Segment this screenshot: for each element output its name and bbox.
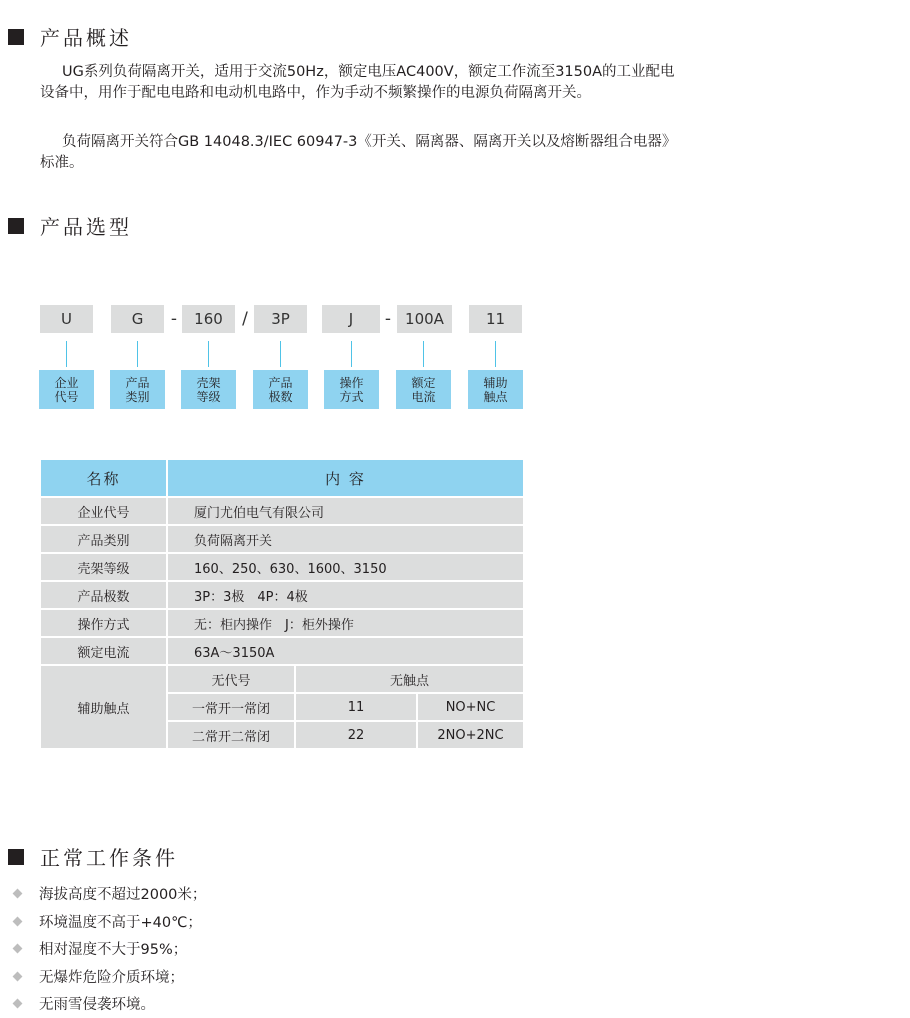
label-line: 类别 — [125, 389, 150, 404]
code-part-frame: 160 — [182, 305, 235, 333]
table-row-aux — [40, 665, 524, 693]
section-header-overview — [8, 22, 132, 51]
diamond-bullet-icon — [13, 999, 23, 1009]
aux-cell: NO+NC — [417, 693, 524, 721]
table-row — [40, 497, 524, 525]
code-part-poles: 3P — [254, 305, 307, 333]
code-part-company: U — [40, 305, 93, 333]
code-separator: / — [242, 309, 248, 329]
aux-cell: 二常开二常闭 — [167, 721, 295, 749]
code-label-category — [110, 370, 165, 409]
code-label-current — [396, 370, 451, 409]
code-part-category: G — [111, 305, 164, 333]
spec-table — [39, 458, 525, 750]
table-row — [40, 553, 524, 581]
row-name: 操作方式 — [40, 609, 167, 637]
row-value: 3P：3极 4P：4极 — [167, 581, 524, 609]
section-header-conditions — [8, 842, 178, 871]
table-header-row — [40, 459, 524, 497]
header-name: 名称 — [40, 459, 167, 497]
condition-text: 海拔高度不超过2000米； — [39, 887, 207, 904]
section-title: 产品选型 — [40, 215, 132, 239]
list-item — [10, 908, 206, 936]
row-name: 额定电流 — [40, 637, 167, 665]
label-line: 触点 — [483, 389, 508, 404]
overview-paragraph-2 — [40, 132, 680, 174]
row-value: 负荷隔离开关 — [167, 525, 524, 553]
label-line: 企业 — [54, 375, 79, 390]
overview-paragraph-1 — [40, 62, 680, 104]
row-value: 63A～3150A — [167, 637, 524, 665]
aux-cell: 2NO+2NC — [417, 721, 524, 749]
aux-cell: 一常开一常闭 — [167, 693, 295, 721]
condition-text: 相对湿度不大于95%； — [39, 942, 188, 959]
label-line: 产品 — [125, 375, 150, 390]
row-value: 厦门尤伯电气有限公司 — [167, 497, 524, 525]
row-name: 产品类别 — [40, 525, 167, 553]
table-row — [40, 581, 524, 609]
label-line: 额定 — [411, 375, 436, 390]
label-line: 方式 — [339, 389, 364, 404]
code-label-frame — [181, 370, 236, 409]
aux-cell: 22 — [295, 721, 417, 749]
section-title: 正常工作条件 — [40, 846, 178, 870]
conditions-list — [10, 880, 206, 1018]
aux-cell: 11 — [295, 693, 417, 721]
section-header-selection — [8, 211, 132, 240]
table-row — [40, 609, 524, 637]
condition-text: 无雨雪侵袭环境。 — [39, 997, 155, 1014]
overview-text-2: 负荷隔离开关符合GB 14048.3/IEC 60947-3《开关、隔离器、隔离开关以及熔断器组合电器》标准。 — [40, 134, 677, 171]
header-content: 内 容 — [167, 459, 524, 497]
code-part-current: 100A — [397, 305, 452, 333]
connector-line — [495, 341, 496, 367]
code-separator: - — [170, 309, 178, 329]
condition-text: 环境温度不高于+40℃； — [39, 914, 202, 931]
diamond-bullet-icon — [13, 916, 23, 926]
list-item — [10, 880, 206, 908]
row-name: 辅助触点 — [40, 665, 167, 749]
row-name: 壳架等级 — [40, 553, 167, 581]
code-label-company — [39, 370, 94, 409]
list-item — [10, 990, 206, 1018]
connector-line — [280, 341, 281, 367]
connector-line — [208, 341, 209, 367]
table-row — [40, 525, 524, 553]
overview-text-1: UG系列负荷隔离开关，适用于交流50Hz，额定电压AC400V，额定工作流至3150A的工业配电设备中，用作于配电电路和电动机电路中，作为手动不频繁操作的电源负荷隔离开关。 — [40, 64, 675, 101]
row-value: 无：柜内操作 J：柜外操作 — [167, 609, 524, 637]
code-label-aux — [468, 370, 523, 409]
table-row — [40, 637, 524, 665]
row-name: 企业代号 — [40, 497, 167, 525]
label-line: 辅助 — [483, 375, 508, 390]
label-line: 极数 — [268, 389, 293, 404]
label-line: 代号 — [54, 389, 79, 404]
label-line: 电流 — [411, 389, 436, 404]
connector-line — [351, 341, 352, 367]
label-line: 壳架 — [196, 375, 221, 390]
code-label-operation — [324, 370, 379, 409]
code-part-operation: J — [322, 305, 380, 333]
code-label-poles — [253, 370, 308, 409]
diamond-bullet-icon — [13, 889, 23, 899]
aux-cell: 无代号 — [167, 665, 295, 693]
label-line: 操作 — [339, 375, 364, 390]
aux-cell: 无触点 — [295, 665, 524, 693]
condition-text: 无爆炸危险介质环境； — [39, 969, 184, 986]
connector-line — [137, 341, 138, 367]
code-separator: - — [384, 309, 392, 329]
label-line: 产品 — [268, 375, 293, 390]
row-value: 160、250、630、1600、3150 — [167, 553, 524, 581]
list-item — [10, 963, 206, 991]
connector-line — [423, 341, 424, 367]
label-line: 等级 — [196, 389, 221, 404]
square-bullet-icon — [8, 218, 24, 234]
row-name: 产品极数 — [40, 581, 167, 609]
square-bullet-icon — [8, 29, 24, 45]
section-title: 产品概述 — [40, 26, 132, 50]
connector-line — [66, 341, 67, 367]
list-item — [10, 935, 206, 963]
diamond-bullet-icon — [13, 971, 23, 981]
diamond-bullet-icon — [13, 944, 23, 954]
code-part-aux: 11 — [469, 305, 522, 333]
square-bullet-icon — [8, 849, 24, 865]
